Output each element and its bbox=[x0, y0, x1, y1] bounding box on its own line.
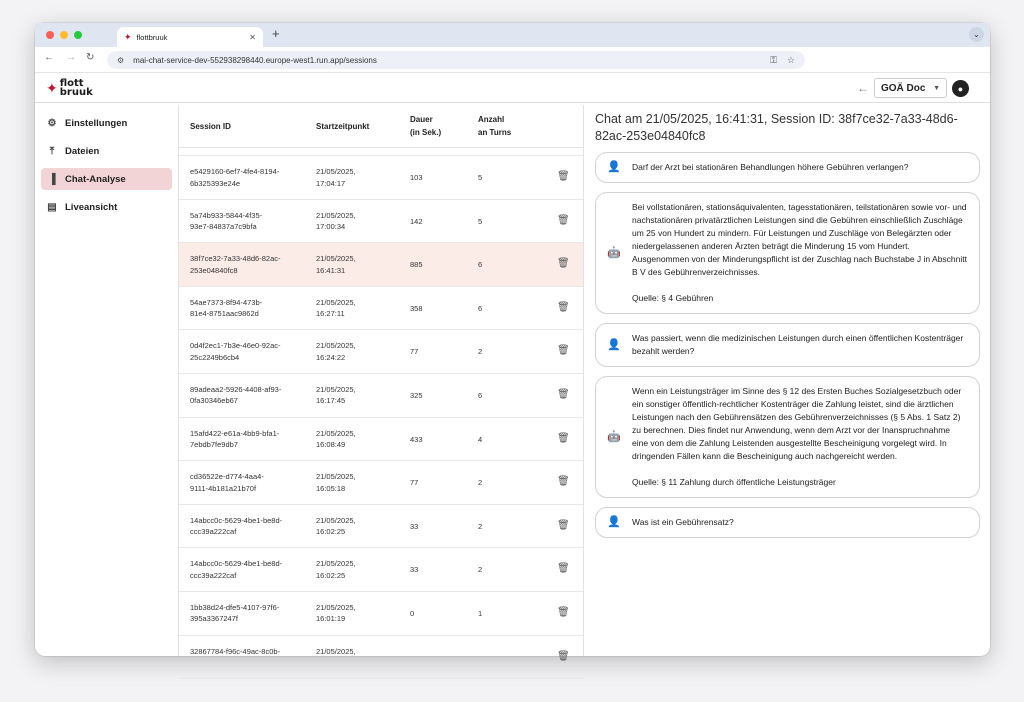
start-time-cell: 21/05/2025, 16:41:31 bbox=[316, 254, 356, 275]
start-time-cell: 21/05/2025, 16:27:11 bbox=[316, 297, 356, 319]
session-id-cell: 54ae7373-8f94-473b- 81e4-8751aac9862d bbox=[190, 297, 263, 319]
url-text: mai-chat-service-dev-552938298440.europe-west1.run.app/sessions bbox=[133, 55, 377, 65]
session-id-cell: 89adeaa2-5926-4408-af93- 0fa30346eb67 bbox=[190, 384, 282, 406]
tab-title: flottbruuk bbox=[136, 32, 168, 42]
app-header bbox=[35, 73, 990, 103]
back-arrow-icon[interactable]: ← bbox=[857, 81, 869, 95]
message-text: Was ist ein Gebührensatz? bbox=[632, 517, 734, 527]
duration-cell: 77 bbox=[410, 478, 419, 488]
column-header-start[interactable]: Startzeitpunkt bbox=[316, 122, 370, 131]
back-icon[interactable]: ← bbox=[44, 52, 54, 63]
robot-icon: 🤖 bbox=[607, 430, 621, 443]
turns-cell: 1 bbox=[478, 608, 483, 618]
browser-toolbar bbox=[35, 47, 990, 73]
bot-message bbox=[595, 376, 980, 498]
start-time-cell: 21/05/2025, 16:02:25 bbox=[316, 559, 356, 580]
delete-icon[interactable]: 🗑 bbox=[557, 606, 570, 618]
message-text: Wenn ein Leistungsträger im Sinne des § 12 des Ersten Buches Sozialgesetzbuch oder ein sonstiger öffentlich-rechtlicher Kostenträger die Zahlung leistet, sind die ärztlichen Leistungen nach den Gebührensätzen des Gebührenverzeichnisses (§ 5 Abs. 1 Satz 2) zu berechnen. Dies findet nur Anwendung, wenn dem Arzt vor der Inanspruchnahme eine von dem die Zahlung Leistenden ausgestellte Bescheinigung vorgelegt wird. In dringenden Fällen kann die Bescheinigung auch nachgereicht werden. bbox=[632, 386, 962, 461]
start-time-cell: 21/05/2025, 16:17:45 bbox=[316, 384, 356, 406]
start-time-cell: 21/05/2025, 17:04:17 bbox=[316, 167, 356, 188]
duration-cell: 77 bbox=[410, 347, 419, 357]
logo-line2: bruuk bbox=[59, 87, 93, 98]
start-time-cell: 21/05/2025, 17:00:34 bbox=[316, 210, 356, 232]
delete-icon[interactable]: 🗑 bbox=[557, 301, 570, 313]
session-id-cell: 5a74b933-5844-4f35- 93e7-84837a7c9bfa bbox=[190, 210, 263, 232]
sidebar-item-label: Chat-Analyse bbox=[65, 173, 126, 185]
sidebar-item-einstellungen[interactable] bbox=[41, 112, 172, 134]
delete-icon[interactable]: 🗑 bbox=[557, 171, 570, 182]
chat-panel bbox=[584, 105, 990, 656]
chat-messages bbox=[595, 152, 980, 538]
sidebar-item-chat-analyse[interactable] bbox=[41, 168, 172, 190]
table-row[interactable] bbox=[179, 243, 583, 287]
forward-icon[interactable]: → bbox=[66, 52, 76, 63]
duration-cell: 0 bbox=[410, 608, 415, 618]
delete-icon[interactable]: 🗑 bbox=[557, 214, 570, 226]
tab-bar bbox=[35, 23, 990, 47]
delete-icon[interactable]: 🗑 bbox=[557, 345, 570, 357]
bookmark-star-icon[interactable]: ☆ bbox=[786, 54, 795, 65]
turns-cell: 6 bbox=[478, 260, 483, 270]
window-controls bbox=[46, 31, 82, 39]
browser-tab[interactable] bbox=[117, 27, 263, 47]
turns-cell: 4 bbox=[478, 434, 483, 444]
message-text: Quelle: § 4 Gebühren bbox=[632, 293, 714, 303]
column-header-turns[interactable]: Anzahl an Turns bbox=[478, 115, 512, 137]
close-window-button[interactable] bbox=[46, 31, 54, 39]
chat-bubble-icon: ▤ bbox=[47, 201, 57, 213]
table-row[interactable] bbox=[179, 636, 583, 680]
column-header-duration[interactable]: Dauer (in Sek.) bbox=[410, 115, 442, 137]
sidebar-item-dateien[interactable] bbox=[41, 140, 172, 162]
start-time-cell: 21/05/2025, 16:02:25 bbox=[316, 515, 356, 537]
account-avatar-icon[interactable]: ● bbox=[952, 80, 969, 97]
delete-icon[interactable]: 🗑 bbox=[557, 650, 570, 662]
session-id-cell: 14abcc0c-5629-4be1-be8d- ccc39a222caf bbox=[190, 515, 283, 537]
turns-cell: 2 bbox=[478, 347, 483, 357]
sessions-table bbox=[179, 105, 584, 662]
user-message bbox=[595, 152, 980, 183]
browser-window bbox=[35, 23, 990, 662]
chevron-down-icon: ▼ bbox=[933, 84, 940, 92]
session-id-cell: 32867784-f96c-49ac-8c0b- bbox=[190, 646, 281, 656]
message-text: Was passiert, wenn die medizinischen Leistungen durch einen öffentlichen Kostenträger bezahlt werden? bbox=[632, 333, 964, 356]
table-header bbox=[179, 105, 583, 148]
session-id-cell: 38f7ce32-7a33-48d6-82ac- 253e04840fc8 bbox=[190, 254, 281, 275]
table-spacer bbox=[179, 148, 583, 156]
duration-cell: 885 bbox=[410, 260, 423, 270]
document-select-value: GOÄ Doc bbox=[881, 82, 926, 94]
session-id-cell: cd36522e-d774-4aa4- 9111-4b181a21b70f bbox=[190, 472, 264, 493]
turns-cell: 6 bbox=[478, 390, 483, 400]
duration-cell: 33 bbox=[410, 565, 419, 575]
maximize-window-button[interactable] bbox=[74, 31, 82, 39]
new-tab-button[interactable]: + bbox=[272, 26, 280, 41]
chat-title: Chat am 21/05/2025, 16:41:31, Session ID: 38f7ce32-7a33-48d6-82ac-253e04840fc8 bbox=[595, 112, 958, 143]
turns-cell: 5 bbox=[478, 173, 483, 182]
delete-icon[interactable]: 🗑 bbox=[557, 388, 570, 400]
user-icon: 👤 bbox=[607, 338, 621, 351]
gear-icon: ⚙ bbox=[47, 117, 57, 129]
turns-cell: 2 bbox=[478, 565, 483, 575]
delete-icon[interactable]: 🗑 bbox=[557, 519, 570, 531]
duration-cell: 433 bbox=[410, 434, 423, 444]
delete-icon[interactable]: 🗑 bbox=[557, 258, 570, 270]
upload-icon: ⤒ bbox=[49, 145, 55, 157]
message-text: Bei vollstationären, stationsäquivalenten, tagesstationären, teilstationären sowie vor- und nachstationären privatärztlichen Leistungen sind die Gebühren einschließlich Zuschläge um 25 von Hundert zu mindern. Für Leistungen und Zuschläge von Belegärzten oder niedergelassenen anderen Ärzten beträgt die Minderung 15 vom Hundert. Ausgenommen von der Minderungspflicht ist der Zuschlag nach Buchstabe J in Abschnitt B V des Gebührenverzeichnisses. bbox=[632, 202, 967, 277]
start-time-cell: 21/05/2025, 16:08:49 bbox=[316, 428, 356, 450]
start-time-cell: 21/05/2025, 16:05:18 bbox=[316, 472, 356, 493]
start-time-cell: 21/05/2025, 16:24:22 bbox=[316, 341, 356, 362]
delete-icon[interactable]: 🗑 bbox=[557, 432, 570, 444]
address-bar[interactable] bbox=[107, 51, 805, 69]
start-time-cell: 21/05/2025, bbox=[316, 646, 356, 656]
duration-cell: 33 bbox=[410, 521, 419, 531]
bot-message bbox=[595, 192, 980, 314]
delete-icon[interactable]: 🗑 bbox=[557, 476, 570, 488]
user-icon: 👤 bbox=[607, 516, 621, 528]
table-row[interactable] bbox=[179, 592, 583, 636]
table-row[interactable] bbox=[179, 287, 583, 331]
user-message bbox=[595, 507, 980, 538]
delete-icon[interactable]: 🗑 bbox=[557, 563, 570, 575]
sidebar-item-liveansicht[interactable] bbox=[41, 196, 172, 218]
sidebar-item-label: Liveansicht bbox=[65, 201, 118, 213]
session-id-cell: 15afd422-e61a-4bb9-bfa1- 7ebdb7fe9db7 bbox=[190, 428, 280, 450]
reload-icon[interactable]: ↻ bbox=[86, 52, 95, 63]
duration-cell: 103 bbox=[410, 173, 423, 182]
table-row[interactable] bbox=[179, 330, 583, 374]
minimize-window-button[interactable] bbox=[60, 31, 68, 39]
sidebar-item-label: Einstellungen bbox=[65, 117, 128, 129]
logo-line1: flott bbox=[59, 78, 84, 89]
document-select[interactable] bbox=[874, 78, 947, 98]
sidebar-item-label: Dateien bbox=[65, 145, 100, 157]
tab-search-icon[interactable]: ⌄ bbox=[969, 27, 984, 42]
logo bbox=[46, 79, 93, 97]
password-key-icon[interactable]: ⚿ bbox=[770, 54, 777, 65]
session-id-cell: e5429160-6ef7-4fe4-8194- 6b325393e24e bbox=[190, 167, 280, 188]
turns-cell: 5 bbox=[478, 216, 483, 226]
table-row[interactable] bbox=[179, 374, 583, 418]
user-icon: 👤 bbox=[607, 161, 621, 173]
close-tab-icon[interactable]: ✕ bbox=[249, 32, 256, 42]
message-text: Darf der Arzt bei stationären Behandlungen höhere Gebühren verlangen? bbox=[632, 162, 909, 172]
favicon-icon: ✦ bbox=[124, 31, 132, 42]
bar-chart-icon: ▐ bbox=[48, 173, 56, 185]
sidebar bbox=[35, 105, 179, 656]
turns-cell: 2 bbox=[478, 521, 483, 531]
table-row[interactable] bbox=[179, 548, 583, 592]
site-settings-icon[interactable]: ⚙ bbox=[117, 55, 125, 65]
duration-cell: 325 bbox=[410, 390, 423, 400]
robot-icon: 🤖 bbox=[607, 246, 621, 259]
start-time-cell: 21/05/2025, 16:01:19 bbox=[316, 602, 356, 624]
session-id-cell: 14abcc0c-5629-4be1-be8d- ccc39a222caf bbox=[190, 559, 283, 580]
session-id-cell: 0d4f2ec1-7b3e-46e0-92ac- 25c2249b6cb4 bbox=[190, 341, 281, 362]
table-row[interactable] bbox=[179, 156, 583, 200]
user-message bbox=[595, 323, 980, 367]
turns-cell: 6 bbox=[478, 303, 483, 313]
column-header-session-id[interactable]: Session ID bbox=[190, 122, 231, 131]
duration-cell: 142 bbox=[410, 216, 423, 226]
duration-cell: 358 bbox=[410, 303, 423, 313]
table-body bbox=[179, 156, 583, 679]
message-text: Quelle: § 11 Zahlung durch öffentliche Leistungsträger bbox=[632, 477, 836, 487]
logo-star-icon: ✦ bbox=[46, 80, 58, 96]
table-row[interactable] bbox=[179, 200, 583, 244]
table-row[interactable] bbox=[179, 505, 583, 549]
table-row[interactable] bbox=[179, 461, 583, 505]
session-id-cell: 1bb38d24-dfe5-4107-97f6- 395a3367247f bbox=[190, 602, 280, 624]
table-row[interactable] bbox=[179, 418, 583, 462]
turns-cell: 2 bbox=[478, 478, 483, 488]
